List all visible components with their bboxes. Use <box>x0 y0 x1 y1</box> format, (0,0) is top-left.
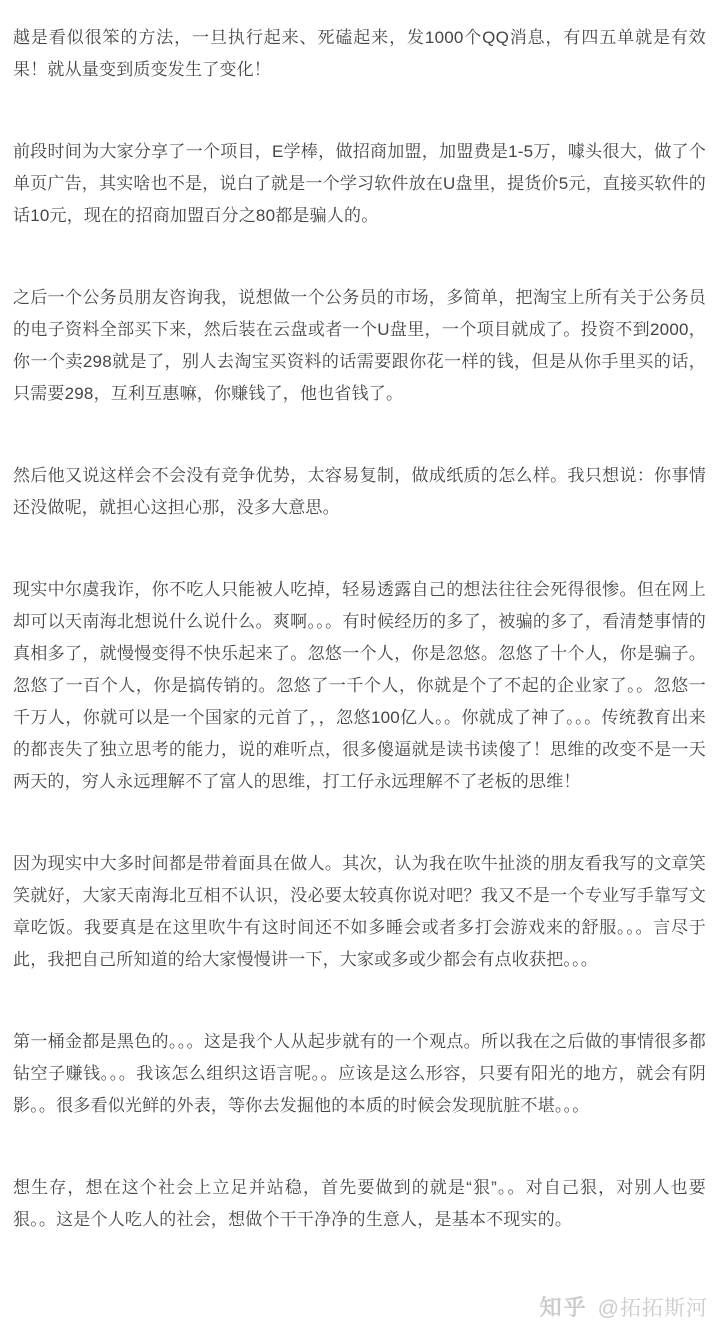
watermark-username: @拓拓斯河 <box>597 1297 708 1320</box>
article-paragraph: 想生存，想在这个社会上立足并站稳，首先要做到的就是“狠”。。对自己狠，对别人也要狠。。这是个人吃人的社会，想做个干干净净的生意人，是基本不现实的。 <box>13 1178 706 1229</box>
article-paragraph: 现实中尔虞我诈，你不吃人只能被人吃掉，轻易透露自己的想法往往会死得很惨。但在网上却可以天南海北想说什么说什么。爽啊。。。有时候经历的多了，被骗的多了，看清楚事情的真相多了，就慢慢变得不快乐起来了。忽悠一个人，你是忽悠。忽悠了十个人，你是骗子。忽悠了一百个人，你是搞传销的。忽悠了一千个人，你就是个了不起的企业家了。。忽悠一千万人，你就可以是一个国家的元首了，，忽悠100亿人。。你就成了神了。。。传统教育出来的都丧失了独立思考的能力，说的难听点，很多傻逼就是读书读傻了！思维的改变不是一天两天的，穷人永远理解不了富人的思维，打工仔永远理解不了老板的思维！ <box>13 580 706 791</box>
article-paragraph: 因为现实中大多时间都是带着面具在做人。其次，认为我在吹牛扯淡的朋友看我写的文章笑笑就好，大家天南海北互相不认识，没必要太较真你说对吧？我又不是一个专业写手靠写文章吃饭。我要真是在这里吹牛有这时间还不如多睡会或者多打会游戏来的舒服。。。言尽于此，我把自己所知道的给大家慢慢讲一下，大家或多或少都会有点收获把。。。 <box>13 854 706 969</box>
article-paragraph: 前段时间为大家分享了一个项目，E学棒，做招商加盟，加盟费是1-5万，噱头很大，做了个单页广告，其实啥也不是，说白了就是一个学习软件放在U盘里，提货价5元，直接买软件的话10元，现在的招商加盟百分之80都是骗人的。 <box>13 142 706 225</box>
article-paragraph: 越是看似很笨的方法，一旦执行起来、死磕起来，发1000个QQ消息，有四五单就是有效果！就从量变到质变发生了变化！ <box>13 28 706 79</box>
article-paragraph: 然后他又说这样会不会没有竞争优势，太容易复制，做成纸质的怎么样。我只想说：你事情还没做呢，就担心这担心那，没多大意思。 <box>13 466 706 517</box>
article-paragraph: 第一桶金都是黑色的。。。这是我个人从起步就有的一个观点。所以我在之后做的事情很多都钻空子赚钱。。。我该怎么组织这语言呢。。应该是这么形容，只要有阳光的地方，就会有阴影。。很多看似光鲜的外表，等你去发掘他的本质的时候会发现肮脏不堪。。。 <box>13 1032 706 1115</box>
zhihu-logo-text: 知乎 <box>539 1295 588 1320</box>
article-paragraph: 之后一个公务员朋友咨询我，说想做一个公务员的市场，多简单，把淘宝上所有关于公务员的电子资料全部买下来，然后装在云盘或者一个U盘里，一个项目就成了。投资不到2000，你一个卖298就是了，别人去淘宝买资料的话需要跟你花一样的钱，但是从你手里买的话，只需要298，互利互惠嘛，你赚钱了，他也省钱了。 <box>13 288 706 403</box>
zhihu-watermark <box>540 1291 708 1322</box>
